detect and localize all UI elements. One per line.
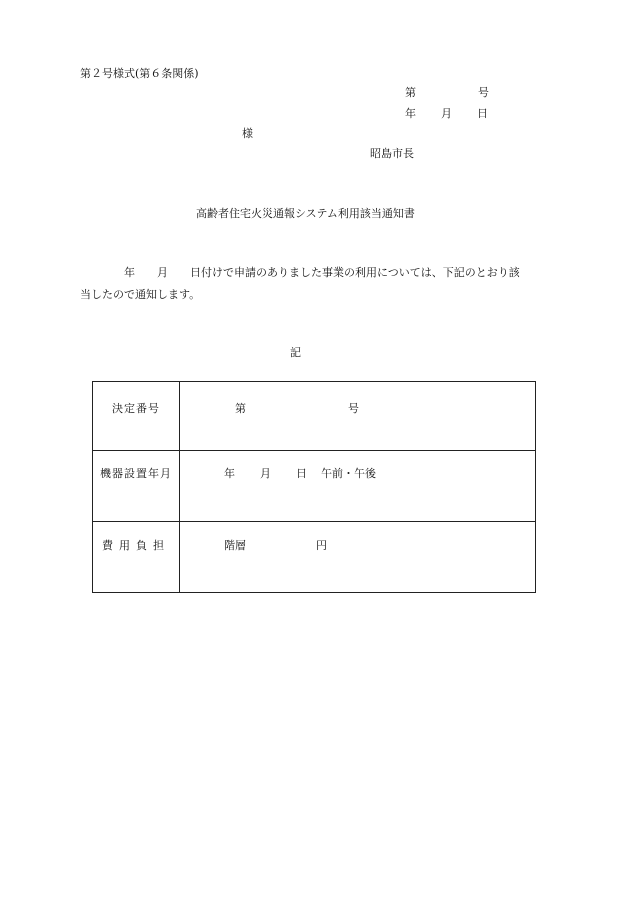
install-ampm: 午前・午後: [321, 467, 376, 480]
body-month: 月: [157, 266, 168, 279]
details-table: [92, 381, 536, 593]
body-line-1: [80, 262, 558, 284]
ki-heading: 記: [290, 346, 301, 359]
body-year: 年: [124, 266, 135, 279]
decision-dai: 第: [235, 402, 246, 415]
install-day: 日: [296, 467, 307, 480]
doc-number-dai: 第: [405, 86, 416, 99]
install-date-label-cell: [93, 451, 180, 522]
cost-yen: 円: [316, 539, 327, 552]
table-row: [93, 522, 536, 593]
form-number: 第２号様式(第６条関係): [80, 67, 199, 80]
decision-number-label: 決定番号: [112, 402, 160, 415]
sender: 昭島市長: [370, 147, 414, 160]
install-date-label: 機器設置年月: [100, 467, 172, 480]
body-paragraph: [80, 262, 558, 306]
decision-number-label-cell: [93, 382, 180, 451]
table-row: [93, 382, 536, 451]
doc-number-gou: 号: [478, 86, 489, 99]
issue-date-year: 年: [405, 107, 416, 120]
decision-number-value-cell: [180, 382, 536, 451]
cost-kaiso: 階層: [224, 539, 246, 552]
cost-burden-value-cell: [180, 522, 536, 593]
table-row: [93, 451, 536, 522]
body-line-2: 当したので通知します。: [80, 288, 201, 301]
install-date-value-cell: [180, 451, 536, 522]
install-year: 年: [224, 467, 235, 480]
cost-burden-label: 費用負担: [102, 539, 170, 552]
body-line1-rest: 日付けで申請のありました事業の利用については、下記のとおり該: [190, 266, 520, 279]
cost-burden-label-cell: [93, 522, 180, 593]
issue-date-day: 日: [477, 107, 488, 120]
decision-gou: 号: [348, 402, 359, 415]
addressee-suffix: 様: [242, 127, 253, 140]
document-title: 高齢者住宅火災通報システム利用該当通知書: [196, 207, 415, 220]
issue-date-month: 月: [441, 107, 452, 120]
install-month: 月: [260, 467, 271, 480]
